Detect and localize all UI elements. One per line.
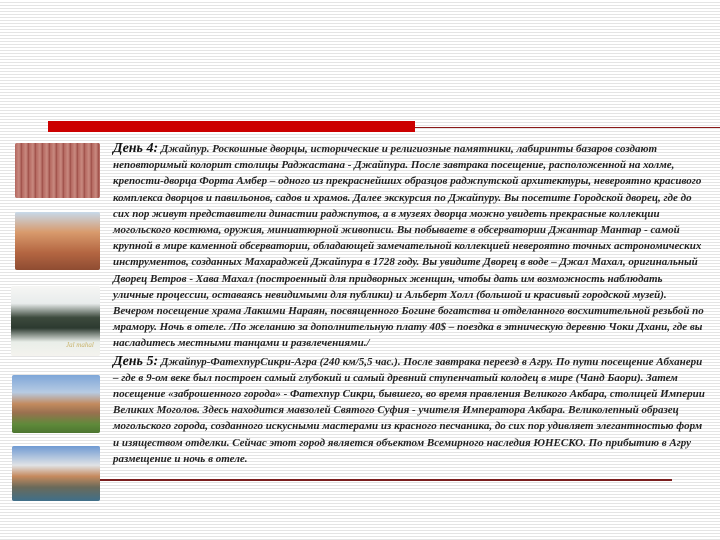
hawa-mahal-photo (15, 143, 100, 198)
bottom-rule (100, 479, 672, 481)
photo-caption: Jal mahal (66, 341, 94, 349)
day5-title: День 5: (113, 353, 159, 369)
day5-paragraph (113, 354, 705, 467)
title-rule (415, 127, 720, 128)
itinerary-text (113, 141, 705, 481)
day4-title: День 4: (113, 141, 159, 156)
fatehpur-sikri-photo (12, 375, 100, 433)
title-accent-bar (48, 121, 415, 132)
amber-fort-photo (15, 212, 100, 270)
day4-body: Джайпур. Роскошные дворцы, исторические и религиозные памятники, лабиринты базаров создают неповторимый колорит столицы Раджастана - Джайпура. После завтрака посещение, расположенной на холме, крепости-дворца Форта Амбер – одного из прекраснейших образцов раджпутской архитектуры, невероятно красивого комплекса дворцов и павильонов, садов и храмов. Далее экскурсия по Джайпуру. Вы посетите Городской дворец, где до сих пор живут представители династии раджпутов, а в музеях дворца можно увидеть прекрасные коллекции могольского костюма, оружия, миниатюрной живописи. Вы побываете в обсерватории Джантар Мантар - самой крупной в мире каменной обсерватории, обладающей замечательной коллекцией невероятно точных астрономических инструментов, созданных Махараджей Джайпура в 1728 году. Вы увидите Дворец в воде – Джал Махал, оригинальный Дворец Ветров - Хава Махал (построенный для придворных женщин, чтобы дать им возможность наблюдать уличные процессии, оставаясь невидимыми для публики) и Альберт Холл (большой и красивый городской музей). Вечером посещение храма Лакшми Нараян, посвященного Богине богатства и отделанного восхитительной резьбой по мрамору. Ночь в отеле. /По желанию за дополнительную плату 40$ – поездка в этническую деревню Чоки Дхани, где вы насладитесь местными танцами и развлечениями./ (113, 143, 704, 350)
fatehpur-sikri-mausoleum-photo (12, 446, 100, 501)
day4-paragraph (113, 141, 705, 352)
day5-body: Джайпур-ФатехпурСикри-Агра (240 км/5,5 час.). После завтрака переезд в Агру. По пути посещение Абханери – где в 9-ом веке был построен самый глубокий и самый древний ступенчатый колодец в мире (Чанд Баори). Затем посещение «заброшенного города» - Фатехпур Сикри, бывшего, во время правления Великого Акбара, столицей Империи Великих Моголов. Здесь находится мавзолей Святого Суфия - учителя Императора Акбара. Великолепный образец могольского города, созданного искусными мастерами из красного песчаника, до сих пор удивляет элегантностью форм и изяществом отделки. Сейчас этот город является объектом Всемирного наследия ЮНЕСКО. По прибытию в Агру размещение и ночь в отеле. (113, 355, 705, 465)
